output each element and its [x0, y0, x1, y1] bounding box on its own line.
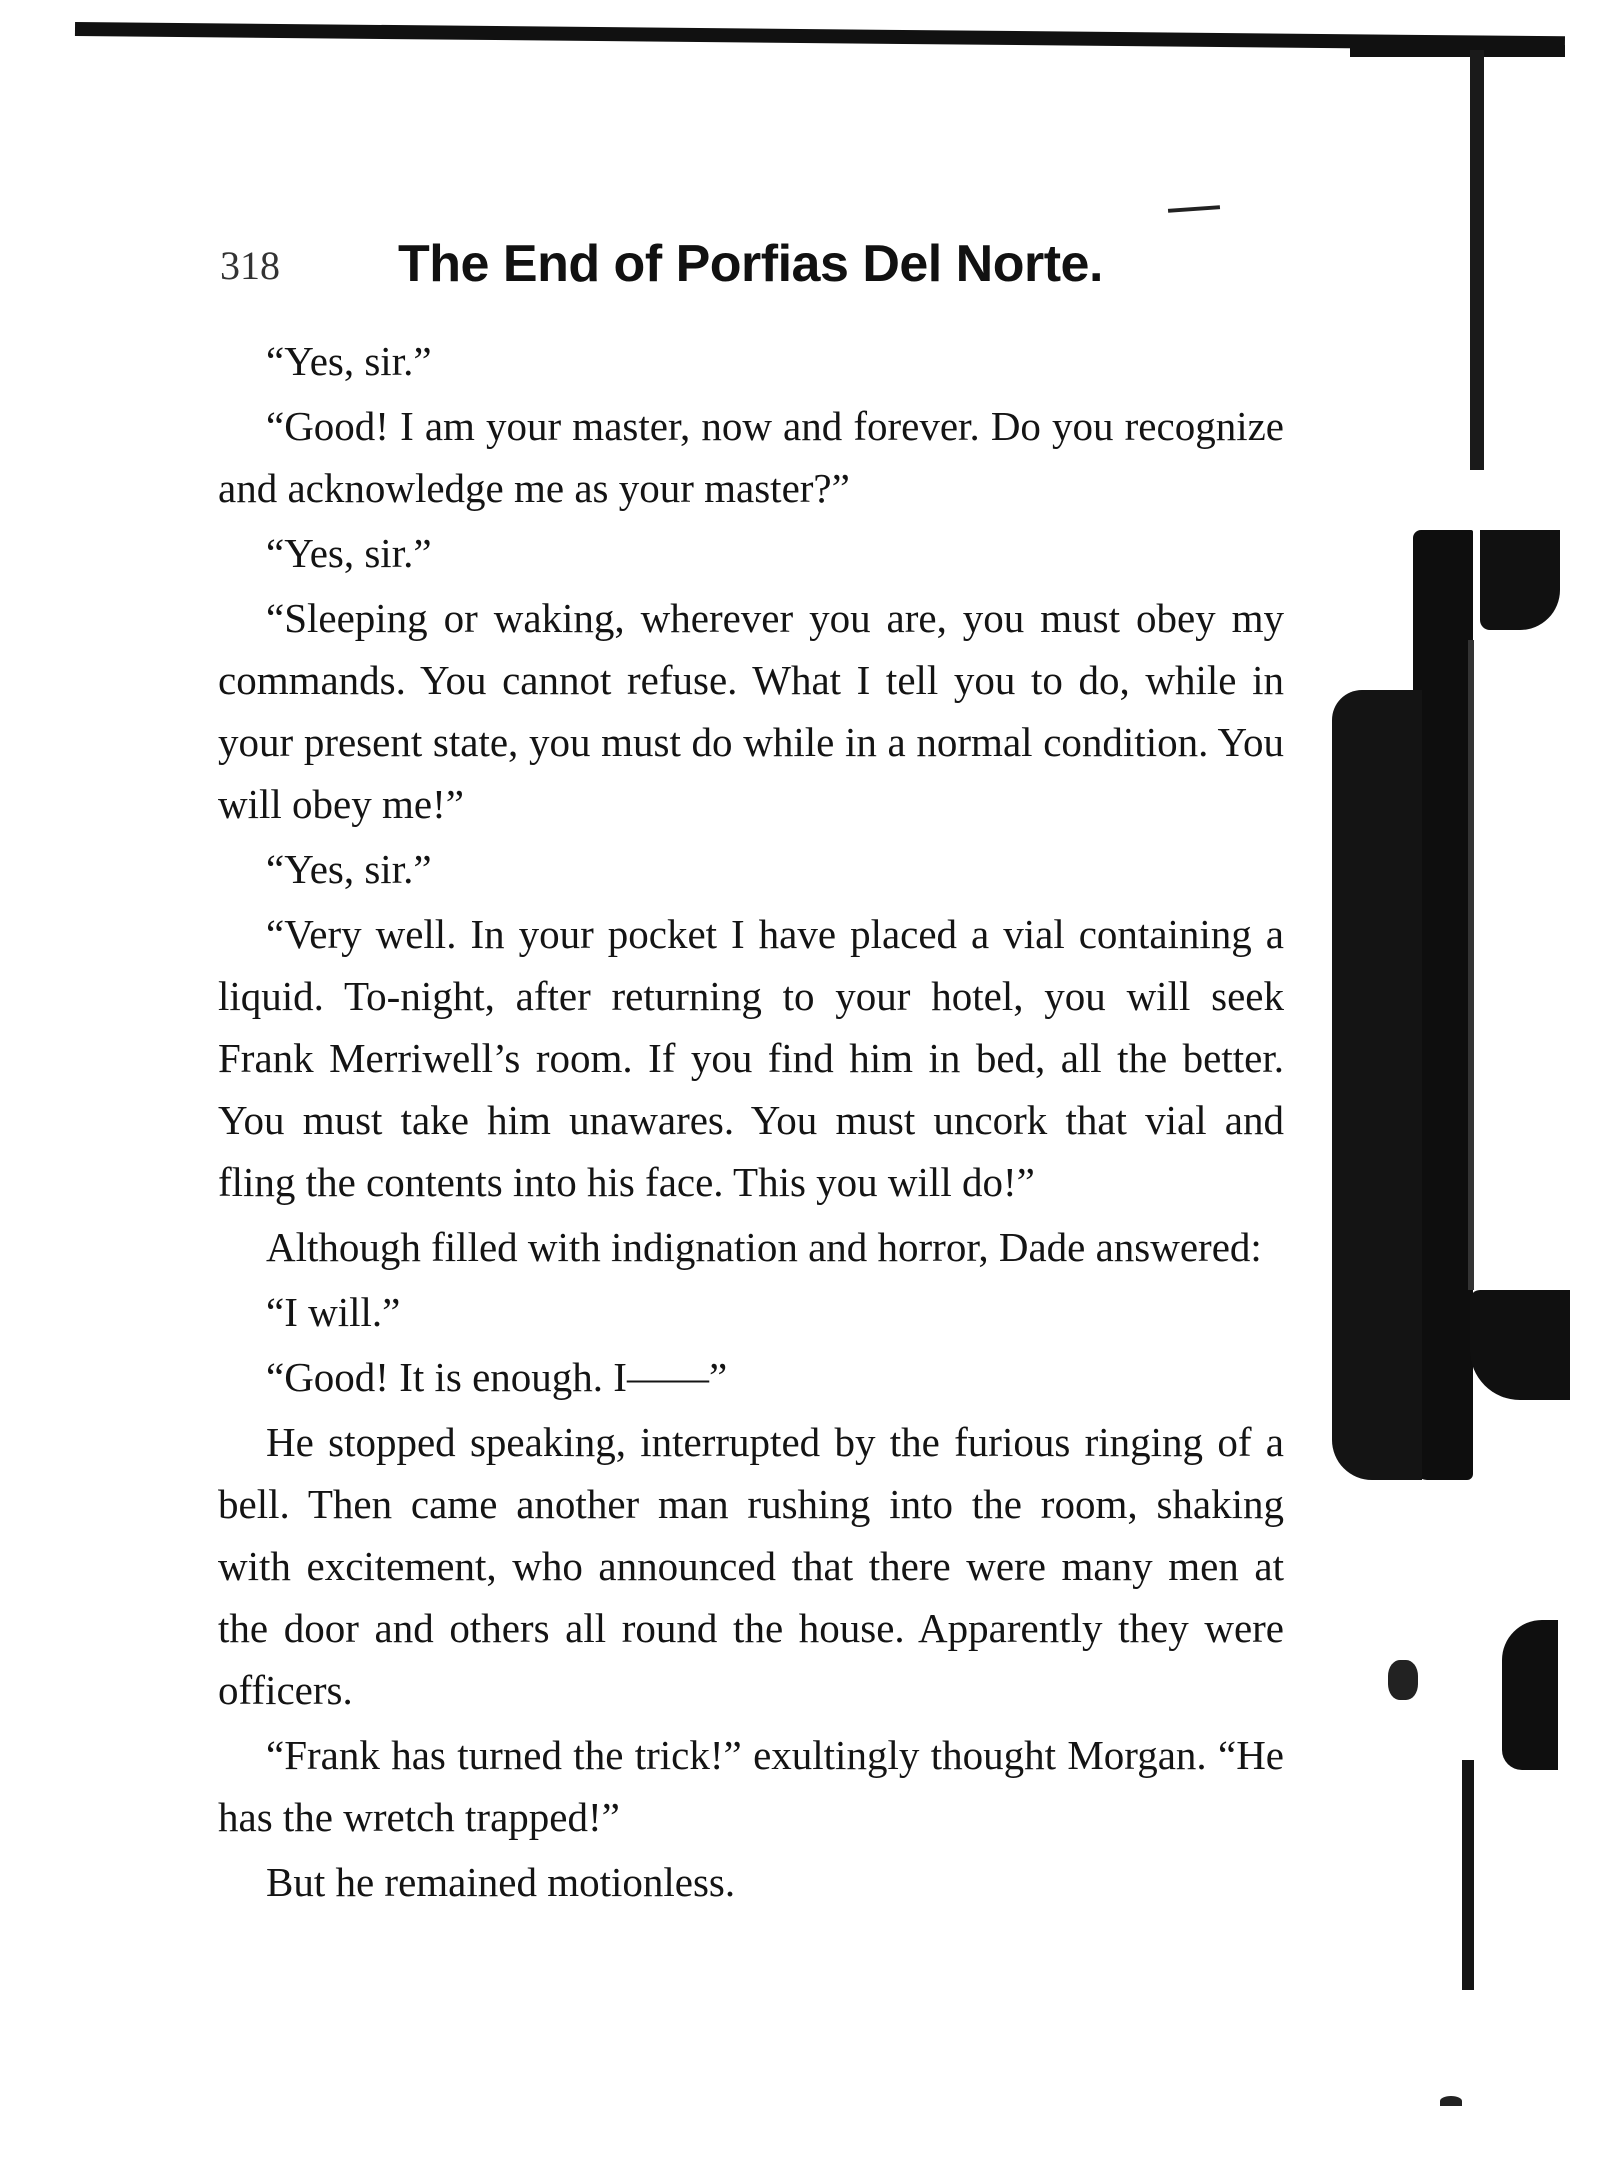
- paragraph: But he remained motionless.: [266, 1859, 736, 1905]
- scan-shadow: [1468, 640, 1474, 1290]
- top-border-rule-edge: [1350, 45, 1565, 57]
- paragraph: “Frank has turned the trick!” exultingly thought Morgan. “He has the wretch trapped!”: [218, 1732, 1284, 1840]
- body-text: [218, 330, 1284, 1916]
- paragraph: “Very well. In your pocket I have placed a vial containing a liquid. To-night, after returning to your hotel, you will seek Frank Merriwell’s room. If you find him in bed, all the better. You must take him unawares. You must uncork that vial and fling the contents into his face. This you will do!”: [218, 911, 1284, 1205]
- scan-shadow: [1388, 1660, 1418, 1700]
- paragraph: “Sleeping or waking, wherever you are, you must obey my commands. You cannot refuse. What I tell you to do, while in your present state, you must do while in a normal condition. You will obey me!”: [218, 595, 1284, 827]
- paragraph: “Yes, sir.”: [266, 338, 432, 384]
- page-number: 318: [220, 243, 280, 288]
- scan-shadow: [1462, 1760, 1474, 1990]
- running-title: The End of Porfias Del Norte.: [398, 235, 1103, 293]
- scan-shadow: [1440, 2096, 1462, 2106]
- paragraph: Although filled with indignation and horror, Dade answered:: [266, 1224, 1262, 1270]
- scan-shadow: [1332, 690, 1422, 1480]
- paragraph: “Yes, sir.”: [266, 530, 432, 576]
- scan-shadow: [1502, 1620, 1558, 1770]
- paragraph: He stopped speaking, interrupted by the furious ringing of a bell. Then came another man rushing into the room, shaking with excitement, who announced that there were many men at the door and others all round the house. Apparently they were officers.: [218, 1419, 1284, 1713]
- top-border-rule: [75, 22, 1565, 50]
- scan-shadow: [1470, 50, 1484, 470]
- paragraph: “Good! It is enough. I——”: [266, 1354, 728, 1400]
- paragraph: “Good! I am your master, now and forever. Do you recognize and acknowledge me as your master?”: [218, 403, 1284, 511]
- scan-shadow: [1413, 530, 1473, 1480]
- page-header: [220, 228, 1220, 308]
- paragraph: “Yes, sir.”: [266, 846, 432, 892]
- scan-shadow: [1480, 530, 1560, 630]
- scan-shadow: [1470, 1290, 1570, 1400]
- ink-mark: [1168, 205, 1220, 213]
- paragraph: “I will.”: [266, 1289, 401, 1335]
